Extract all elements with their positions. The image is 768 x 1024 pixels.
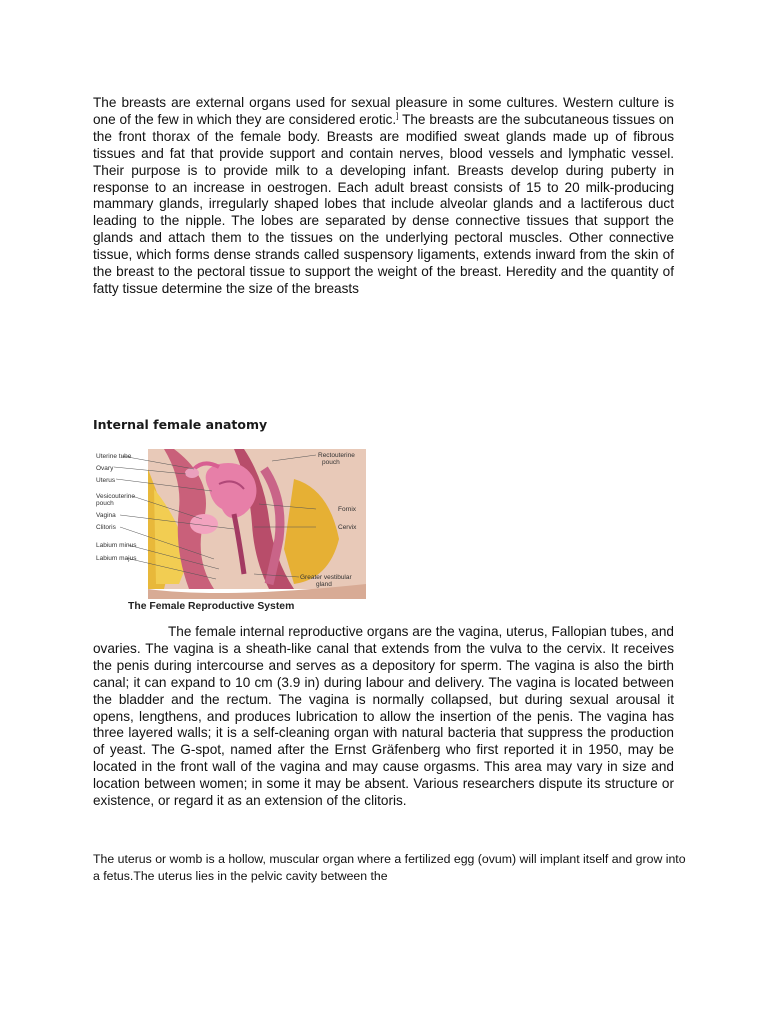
label-labium-minus: Labium minus [96, 542, 137, 549]
footnote-mark: ] [396, 111, 399, 121]
label-rectouterine: Rectouterine [318, 452, 355, 459]
label-uterine-tube: Uterine tube [96, 453, 132, 460]
label-fornix: Fornix [338, 506, 357, 513]
anatomy-illustration [94, 449, 366, 599]
label-clitoris: Clitoris [96, 524, 116, 531]
label-greater-vestibular: Greater vestibular [300, 574, 352, 581]
paragraph-breasts-text-2: The breasts are the subcutaneous tissues on the front thorax of the female body. Breasts are modified sweat glands made up of fibrous tissues and fat that provide support and contain nerves, blood vessels and lymphatic vessel. Their purpose is to provide milk to a developing infant. Breasts develop during puberty in response to an increase in oestrogen. Each adult breast consists of 15 to 20 milk-producing mammary glands, irregularly shaped lobes that include alveolar glands and a lactiferous duct leading to the nipple. The lobes are separated by dense connective tissues that support the glands and attach them to the tissues on the underlying pectoral muscles. Other connective tissue, which forms dense strands called suspensory ligaments, extends inward from the skin of the breast to the pectoral tissue to support the weight of the breast. Heredity and the quantity of fatty tissue determine the size of the breasts [93, 111, 674, 296]
label-vesicouterine-pouch: pouch [96, 500, 114, 507]
label-rectouterine-pouch: pouch [322, 459, 340, 466]
label-vesicouterine: Vesicouterine [96, 493, 136, 500]
paragraph-uterus: The uterus or womb is a hollow, muscular organ where a fertilized egg (ovum) will implant itself and grow into a fetus.The uterus lies in the pelvic cavity between the [93, 852, 686, 883]
label-greater-vestibular-gland: gland [316, 581, 332, 588]
anatomy-figure [94, 449, 366, 617]
figure-caption: The Female Reproductive System [128, 601, 295, 612]
label-cervix: Cervix [338, 524, 357, 531]
label-vagina: Vagina [96, 512, 116, 519]
paragraph-breasts [93, 95, 674, 298]
paragraph-internal-text: The female internal reproductive organs are the vagina, uterus, Fallopian tubes, and ovaries. The vagina is a sheath-like canal that extends from the vulva to the cervix. It receives the penis during intercourse and serves as a depository for sperm. The vagina is also the birth canal; it can expand to 10 cm (3.9 in) during labour and delivery. The vagina is located between the bladder and the rectum. The vagina is normally collapsed, but during sexual arousal it opens, lengthens, and produces lubrication to allow the insertion of the penis. The vagina has three layered walls; it is a self-cleaning organ with natural bacteria that suppress the production of yeast. The G-spot, named after the Ernst Gräfenberg who first reported it in 1950, may be located in the front wall of the vagina and may cause orgasms. This area may vary in size and location between women; in some it may be absent. Various researchers dispute its structure or existence, or regard it as an extension of the clitoris. [93, 624, 674, 809]
label-uterus: Uterus [96, 477, 116, 484]
label-labium-majus: Labium majus [96, 555, 137, 562]
paragraph-breasts-text-1: The breasts are external organs used for sexual pleasure in some cultures. Western culture is one of the few in which they are considered erotic. [93, 95, 674, 127]
paragraph-internal-organs [93, 624, 674, 810]
section-heading: Internal female anatomy [93, 417, 268, 432]
label-ovary: Ovary [96, 465, 114, 472]
